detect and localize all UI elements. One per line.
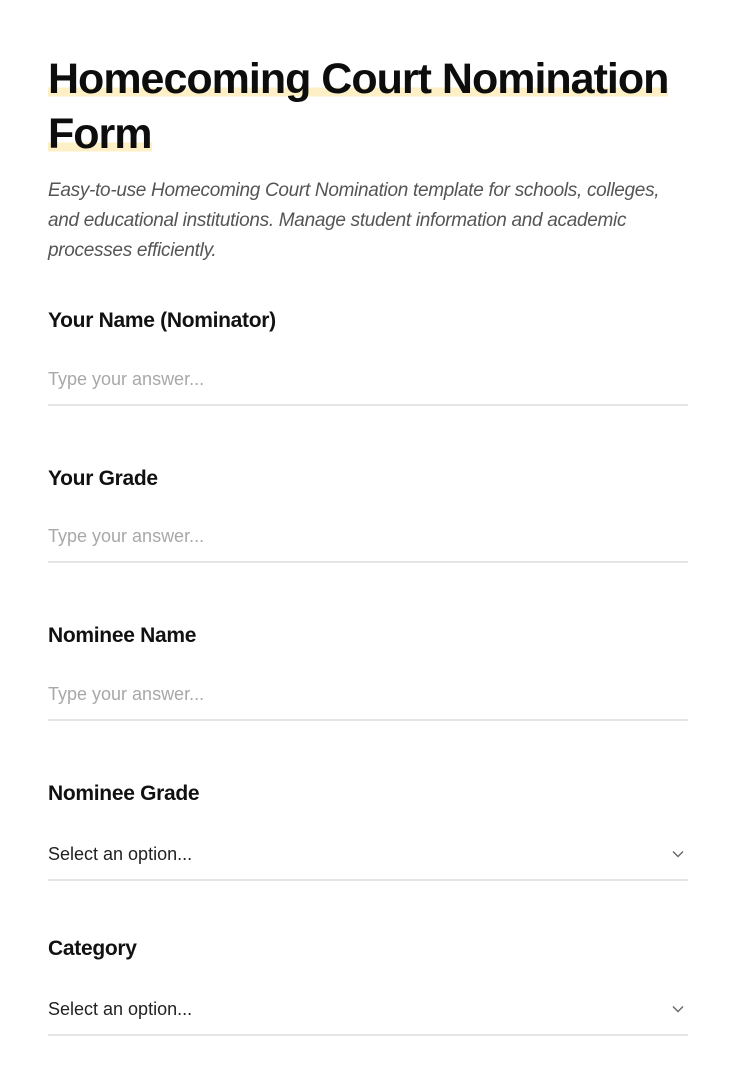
field-nominator-name	[48, 308, 688, 406]
field-nominee-grade	[48, 781, 688, 881]
chevron-down-icon	[672, 848, 684, 860]
field-label: Your Grade	[48, 467, 158, 490]
field-label: Category	[48, 937, 137, 960]
field-nominee-name	[48, 623, 688, 721]
category-select[interactable]	[48, 999, 688, 1036]
field-label: Your Name (Nominator)	[48, 309, 276, 332]
field-label: Nominee Name	[48, 624, 197, 647]
field-your-grade	[48, 466, 688, 563]
form-title	[48, 52, 688, 162]
nominee-grade-select[interactable]	[48, 844, 688, 881]
form-page	[0, 52, 736, 1019]
field-category	[48, 936, 688, 1036]
nominee-name-input[interactable]	[48, 684, 688, 721]
chevron-down-icon	[672, 1003, 684, 1015]
nominator-name-input[interactable]	[48, 369, 688, 406]
select-value: Select an option...	[48, 999, 193, 1019]
field-label: Nominee Grade	[48, 782, 200, 805]
select-value: Select an option...	[48, 844, 193, 864]
form-title-text: Homecoming Court Nomination Form	[48, 55, 669, 158]
your-grade-input[interactable]	[48, 526, 688, 563]
form-description: Easy-to-use Homecoming Court Nomination template for schools, colleges, and educational institutions. Manage student information and academic processes efficiently.	[48, 180, 660, 261]
